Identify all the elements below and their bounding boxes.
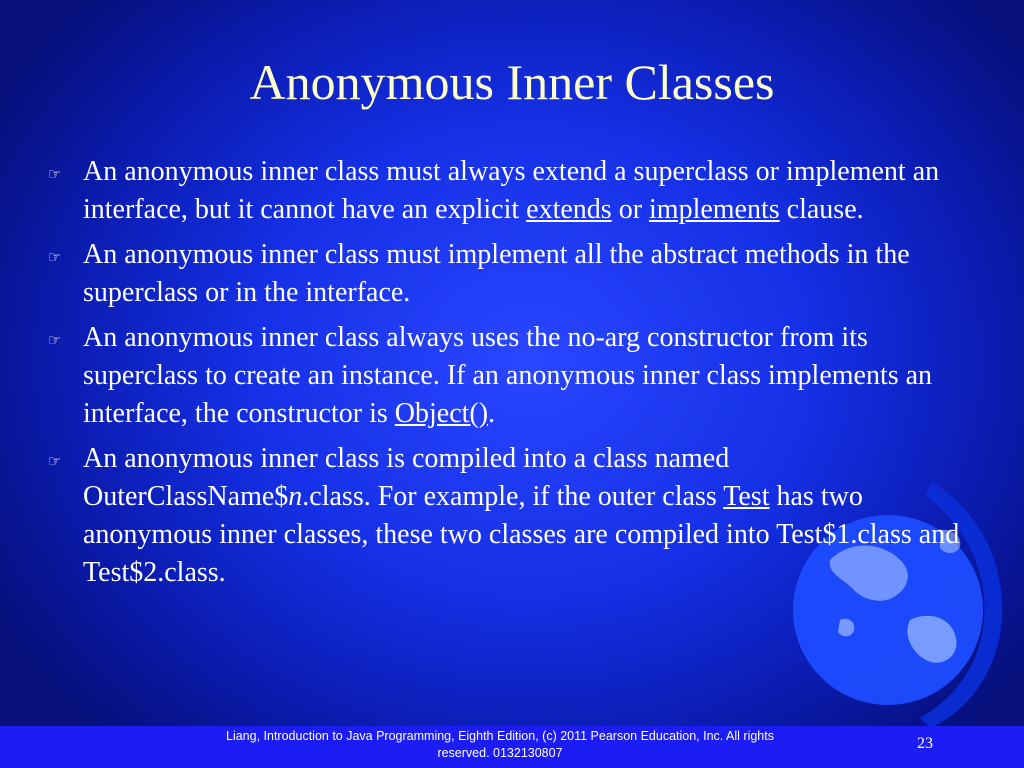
bullet-text: .class. For example, if the outer class [302,481,724,512]
bullet-item [48,440,978,592]
bullet-text: clause. [779,194,864,225]
bullet-item [48,153,978,229]
keyword-extends: extends [526,194,612,225]
bullet-text: or [611,194,650,225]
bullet-item [48,236,978,312]
bullet-text: . [488,398,496,429]
footer-citation: Liang, Introduction to Java Programming, Eighth Edition, (c) 2011 Pearson Education, Inc. All rights reserved. 0132130807 [226,729,774,760]
slide-title: Anonymous Inner Classes [249,54,775,110]
pointing-hand-icon: ☞ [48,248,62,266]
pointing-hand-icon: ☞ [48,452,62,470]
pointing-hand-icon: ☞ [48,331,62,349]
bullet-text: An anonymous inner class must implement all the abstract methods in the superclass or in the interface. [83,239,910,308]
page-number: 23 [917,735,933,752]
bullet-text: An anonymous inner class always uses the no-arg constructor from its superclass to create an instance. If an anonymous inner class implements an interface, the constructor is [83,322,933,429]
bullet-text: An anonymous inner class is compiled into a class named OuterClassName$ [83,443,730,512]
bullet-list [48,153,978,599]
keyword-implements: implements [649,194,780,225]
keyword-object: Object() [394,398,489,429]
bullet-item [48,319,978,433]
pointing-hand-icon: ☞ [48,165,62,183]
footer-bar [0,726,1024,768]
keyword-test: Test [723,481,770,512]
bullet-text: has two anonymous inner classes, these two classes are compiled into Test$1.class and Test$2.class. [83,481,960,588]
italic-n: n [288,481,303,512]
bullet-text: An anonymous inner class must always extend a superclass or implement an interface, but it cannot have an explicit [83,156,940,225]
